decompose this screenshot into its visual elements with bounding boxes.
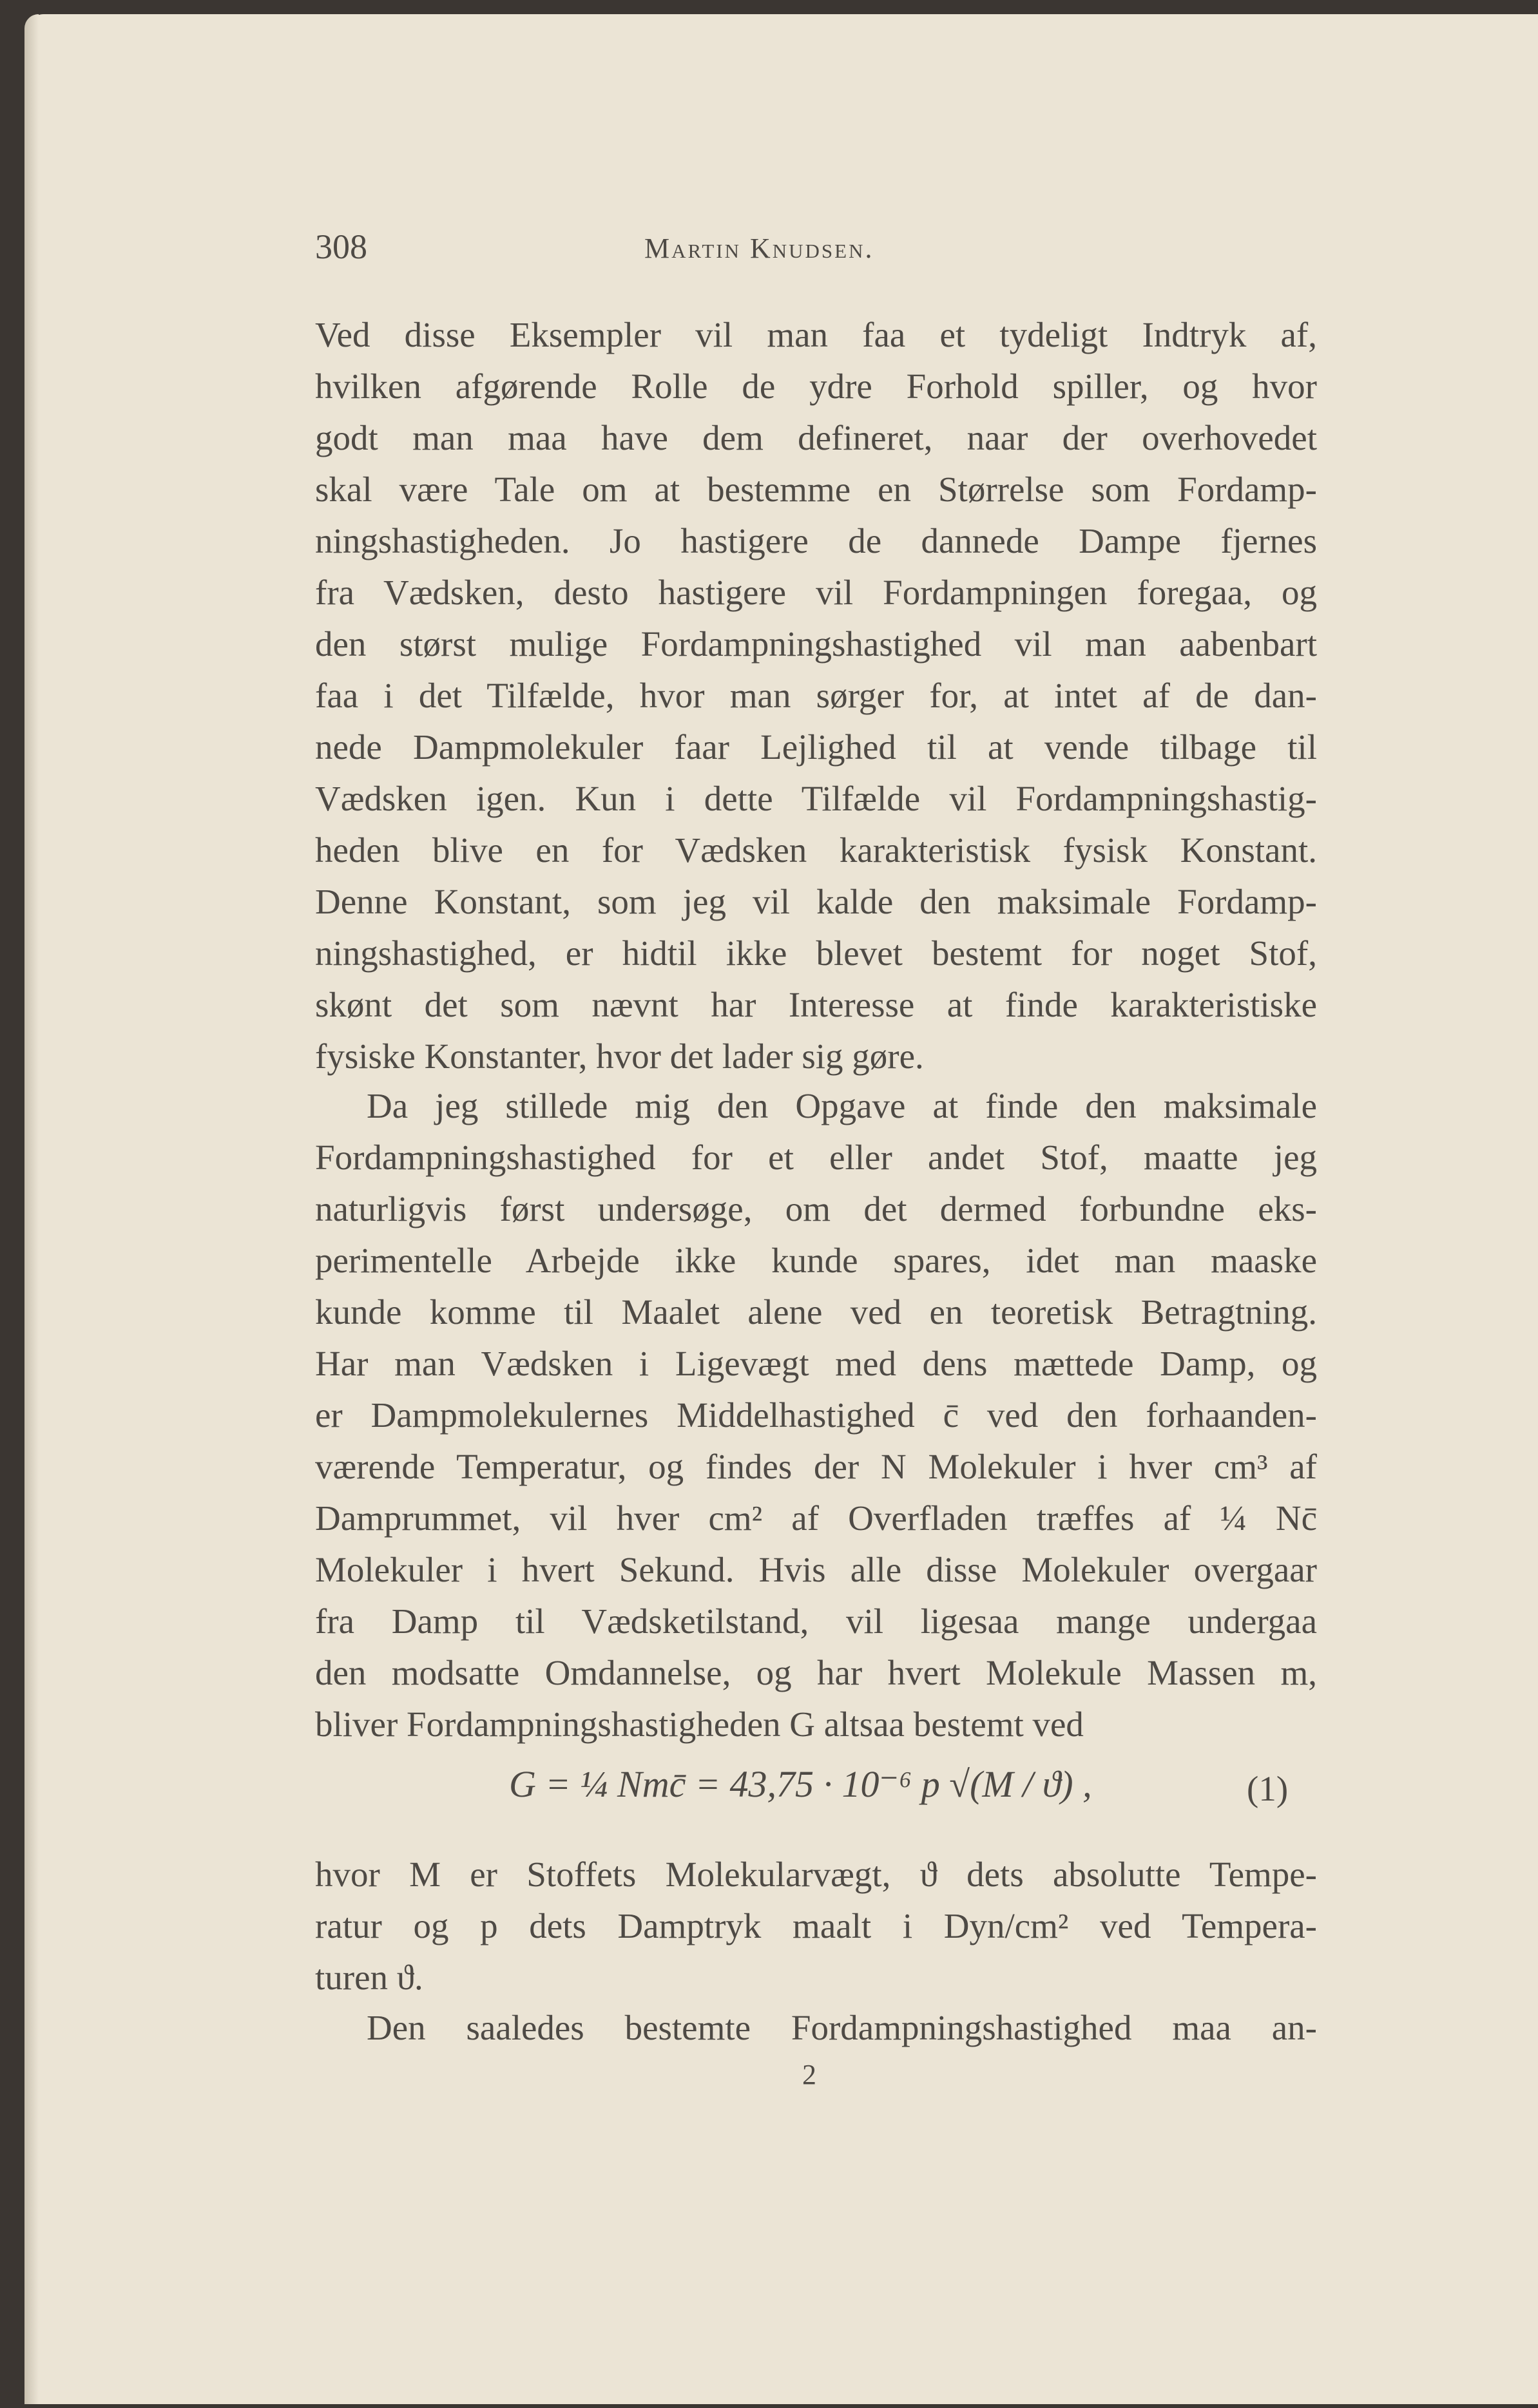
equation-text: G = ¼ Nmc̄ = 43,75 · 10⁻⁶ p √(M / ϑ) , bbox=[509, 1763, 1092, 1805]
text-line: ningshastigheden. Jo hastigere de dannede Dampe fjernes bbox=[315, 521, 1317, 560]
text-line: nede Dampmolekuler faar Lejlighed til at vende tilbage til bbox=[315, 727, 1317, 767]
text-line: bliver Fordampningshastigheden G altsaa bestemt ved bbox=[315, 1705, 1084, 1744]
text-line: ratur og p dets Damptryk maalt i Dyn/cm² ved Tempera- bbox=[315, 1906, 1317, 1945]
text-line: er Dampmolekulernes Middelhastighed c̄ ved den forhaanden- bbox=[315, 1395, 1317, 1435]
text-line: Molekuler i hvert Sekund. Hvis alle disse Molekuler overgaar bbox=[315, 1550, 1317, 1589]
text-line: Vædsken igen. Kun i dette Tilfælde vil Fordampningshastig- bbox=[315, 779, 1317, 818]
text-line: værende Temperatur, og findes der N Molekuler i hver cm³ af bbox=[315, 1447, 1317, 1486]
equation-1 bbox=[509, 1762, 1092, 1806]
text-line: den størst mulige Fordampningshastighed vil man aabenbart bbox=[315, 624, 1317, 664]
text-line: naturligvis først undersøge, om det dermed forbundne eks- bbox=[315, 1189, 1317, 1228]
equation-number: (1) bbox=[1247, 1769, 1289, 1808]
text-line: skal være Tale om at bestemme en Størrelse som Fordamp- bbox=[315, 470, 1317, 509]
text-line: hvilken afgørende Rolle de ydre Forhold spiller, og hvor bbox=[315, 367, 1317, 406]
text-line: faa i det Tilfælde, hvor man sørger for, at intet af de dan- bbox=[315, 676, 1317, 715]
signature-mark: 2 bbox=[802, 2059, 816, 2090]
text-line: hvor M er Stoffets Molekularvægt, ϑ dets absolutte Tempe- bbox=[315, 1855, 1317, 1894]
text-line: heden blive en for Vædsken karakteristisk fysisk Konstant. bbox=[315, 830, 1317, 870]
paragraph-2 bbox=[315, 1080, 1317, 1750]
running-head: Martin Knudsen. bbox=[644, 233, 874, 264]
text-line: fysiske Konstanter, hvor det lader sig gøre. bbox=[315, 1037, 924, 1076]
text-line: godt man maa have dem defineret, naar der overhovedet bbox=[315, 418, 1317, 457]
text-line: Ved disse Eksempler vil man faa et tydeligt Indtryk af, bbox=[315, 315, 1317, 354]
text-line: fra Vædsken, desto hastigere vil Fordampningen foregaa, og bbox=[315, 573, 1317, 612]
text-line: Fordampningshastighed for et eller andet Stof, maatte jeg bbox=[315, 1138, 1317, 1177]
text-line: ningshastighed, er hidtil ikke blevet bestemt for noget Stof, bbox=[315, 933, 1317, 973]
text-line: kunde komme til Maalet alene ved en teoretisk Betragtning. bbox=[315, 1292, 1317, 1332]
text-line: Damprummet, vil hver cm² af Overfladen træffes af ¼ Nc̄ bbox=[315, 1498, 1317, 1538]
text-line: Har man Vædsken i Ligevægt med dens mættede Damp, og bbox=[315, 1344, 1317, 1383]
text-line: Den saaledes bestemte Fordampningshastighed maa an- bbox=[367, 2008, 1317, 2047]
text-line: Denne Konstant, som jeg vil kalde den maksimale Fordamp- bbox=[315, 882, 1317, 921]
text-line: Da jeg stillede mig den Opgave at finde den maksimale bbox=[367, 1086, 1317, 1125]
text-line: turen ϑ. bbox=[315, 1958, 423, 1997]
text-line: skønt det som nævnt har Interesse at finde karakteristiske bbox=[315, 985, 1317, 1024]
text-line: perimentelle Arbejde ikke kunde spares, idet man maaske bbox=[315, 1241, 1317, 1280]
paragraph-3 bbox=[315, 1849, 1317, 2003]
paragraph-1 bbox=[315, 309, 1317, 1082]
page-number: 308 bbox=[315, 227, 367, 266]
paragraph-4 bbox=[315, 2002, 1317, 2054]
text-line: den modsatte Omdannelse, og har hvert Molekule Massen m, bbox=[315, 1653, 1317, 1692]
text-line: fra Damp til Vædsketilstand, vil ligesaa mange undergaa bbox=[315, 1601, 1317, 1641]
